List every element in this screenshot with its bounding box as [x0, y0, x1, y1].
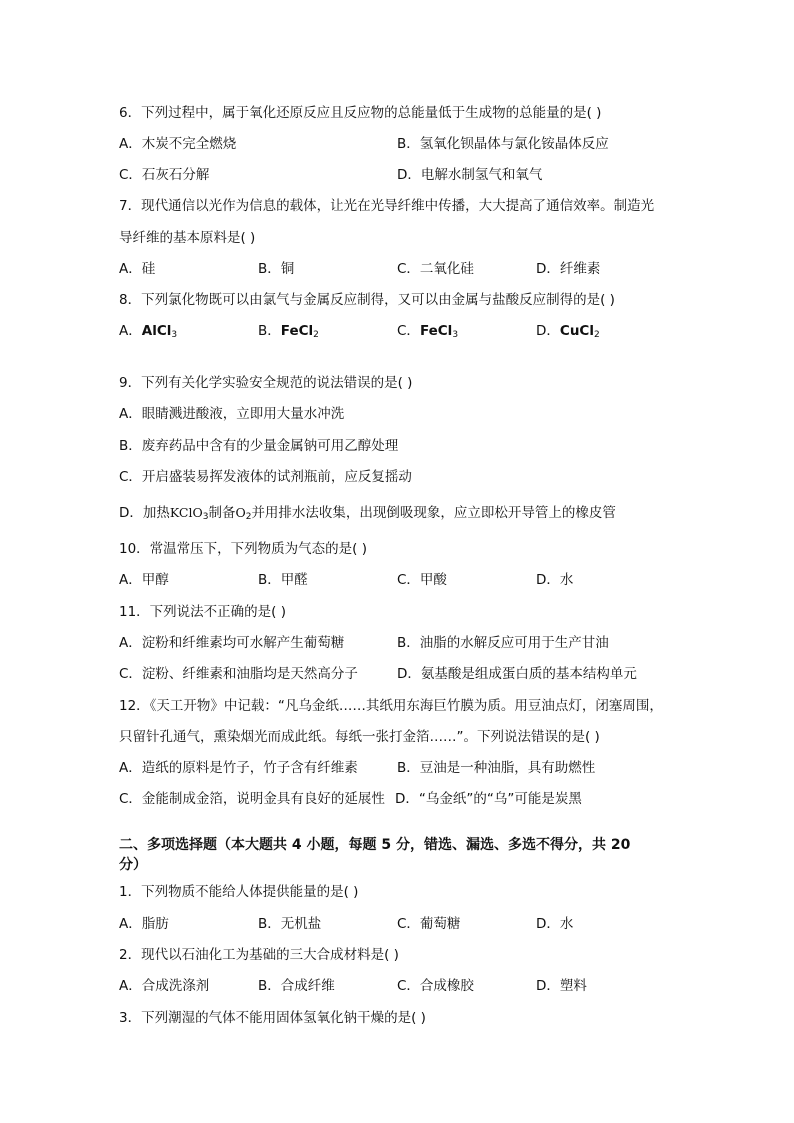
question-6-stem: 6．下列过程中，属于氧化还原反应且反应物的总能量低于生成物的总能量的是( ): [119, 105, 602, 121]
option-b: B．氢氧化钡晶体与氯化铵晶体反应: [397, 136, 609, 152]
option-d: D．水: [536, 916, 574, 932]
subscript: 2: [593, 330, 600, 340]
section-2-heading-line1: 二、多项选择题（本大题共 4 小题，每题 5 分，错选、漏选、多选不得分，共 20: [119, 837, 631, 853]
question-9-option-d: [119, 503, 689, 523]
text: 并用排水法收集，出现倒吸现象，应立即松开导管上的橡皮管: [251, 505, 616, 521]
option-b: B．油脂的水解反应可用于生产甘油: [397, 635, 609, 651]
formula: FeCl: [419, 323, 453, 339]
option-a: A．硅: [119, 261, 156, 277]
option-d: D．电解水制氢气和氧气: [397, 167, 543, 183]
text: 制备: [208, 505, 236, 521]
question-9-option-c: C．开启盛装易挥发液体的试剂瓶前，应反复摇动: [119, 469, 412, 485]
option-a: [119, 321, 177, 341]
option-a: A．淀粉和纤维素均可水解产生葡萄糖: [119, 635, 345, 651]
question-10-stem: 10．常温常压下，下列物质为气态的是( ): [119, 541, 368, 557]
subscript: 3: [202, 512, 209, 522]
formula: FeCl: [280, 323, 314, 339]
option-d: D．氨基酸是组成蛋白质的基本结构单元: [397, 666, 637, 682]
subscript: 3: [171, 330, 178, 340]
formula: KClO: [169, 505, 203, 520]
option-b: [258, 321, 319, 341]
subscript: 2: [313, 330, 319, 340]
multi-question-1-stem: 1．下列物质不能给人体提供能量的是( ): [119, 884, 359, 900]
multi-question-3-stem: 3．下列潮湿的气体不能用固体氢氧化钠干燥的是( ): [119, 1010, 426, 1026]
option-b: B．豆油是一种油脂，具有助燃性: [397, 760, 596, 776]
question-12-stem-line1: 12．《天工开物》中记载：“凡乌金纸……其纸用东海巨竹膜为质。用豆油点灯，闭塞周围，: [119, 698, 663, 714]
option-prefix: A．: [119, 323, 142, 339]
question-9-stem: 9．下列有关化学实验安全规范的说法错误的是( ): [119, 375, 413, 391]
multi-question-2-stem: 2．现代以石油化工为基础的三大合成材料是( ): [119, 947, 399, 963]
formula: O: [235, 505, 246, 520]
option-d: D．塑料: [536, 978, 587, 994]
option-d: D．水: [536, 572, 574, 588]
option-a: A．木炭不完全燃烧: [119, 136, 237, 152]
question-12-stem-line2: 只留针孔通气，熏染烟光而成此纸。每纸一张打金箔……”。下列说法错误的是( ): [119, 729, 600, 745]
question-8-stem: 8．下列氯化物既可以由氯气与金属反应制得，又可以由金属与盐酸反应制得的是( ): [119, 292, 615, 308]
question-9-option-b: B．废弃药品中含有的少量金属钠可用乙醇处理: [119, 438, 399, 454]
option-c: C．合成橡胶: [397, 978, 474, 994]
option-a: A．造纸的原料是竹子，竹子含有纤维素: [119, 760, 358, 776]
formula: AlCl: [141, 323, 172, 339]
option-d: D．“乌金纸”的“乌”可能是炭黑: [395, 791, 582, 807]
option-a: A．甲醇: [119, 572, 169, 588]
option-a: A．合成洗涤剂: [119, 978, 210, 994]
option-c: C．淀粉、纤维素和油脂均是天然高分子: [119, 666, 358, 682]
subscript: 3: [452, 330, 459, 340]
option-prefix: B．: [258, 323, 281, 339]
option-c: C．石灰石分解: [119, 167, 210, 183]
option-a: A．脂肪: [119, 916, 169, 932]
text: D．加热: [119, 505, 170, 521]
option-prefix: D．: [536, 323, 560, 339]
option-b: B．甲醛: [258, 572, 308, 588]
option-d: [536, 321, 600, 341]
section-2-heading-line2: 分）: [119, 857, 147, 873]
option-b: B．无机盐: [258, 916, 322, 932]
option-b: B．合成纤维: [258, 978, 335, 994]
subscript: 2: [245, 512, 252, 522]
option-c: [397, 321, 458, 341]
question-9-option-a: A．眼睛溅进酸液，立即用大量水冲洗: [119, 406, 345, 422]
option-c: C．二氧化硅: [397, 261, 474, 277]
option-c: C．金能制成金箔，说明金具有良好的延展性: [119, 791, 385, 807]
option-prefix: C．: [397, 323, 420, 339]
question-7-stem-line2: 导纤维的基本原料是( ): [119, 230, 256, 246]
question-7-stem-line1: 7．现代通信以光作为信息的载体，让光在光导纤维中传播，大大提高了通信效率。制造光: [119, 198, 655, 214]
formula: CuCl: [559, 323, 594, 339]
option-b: B．铜: [258, 261, 295, 277]
option-d: D．纤维素: [536, 261, 601, 277]
option-c: C．甲酸: [397, 572, 447, 588]
option-c: C．葡萄糖: [397, 916, 461, 932]
question-11-stem: 11．下列说法不正确的是( ): [119, 604, 287, 620]
